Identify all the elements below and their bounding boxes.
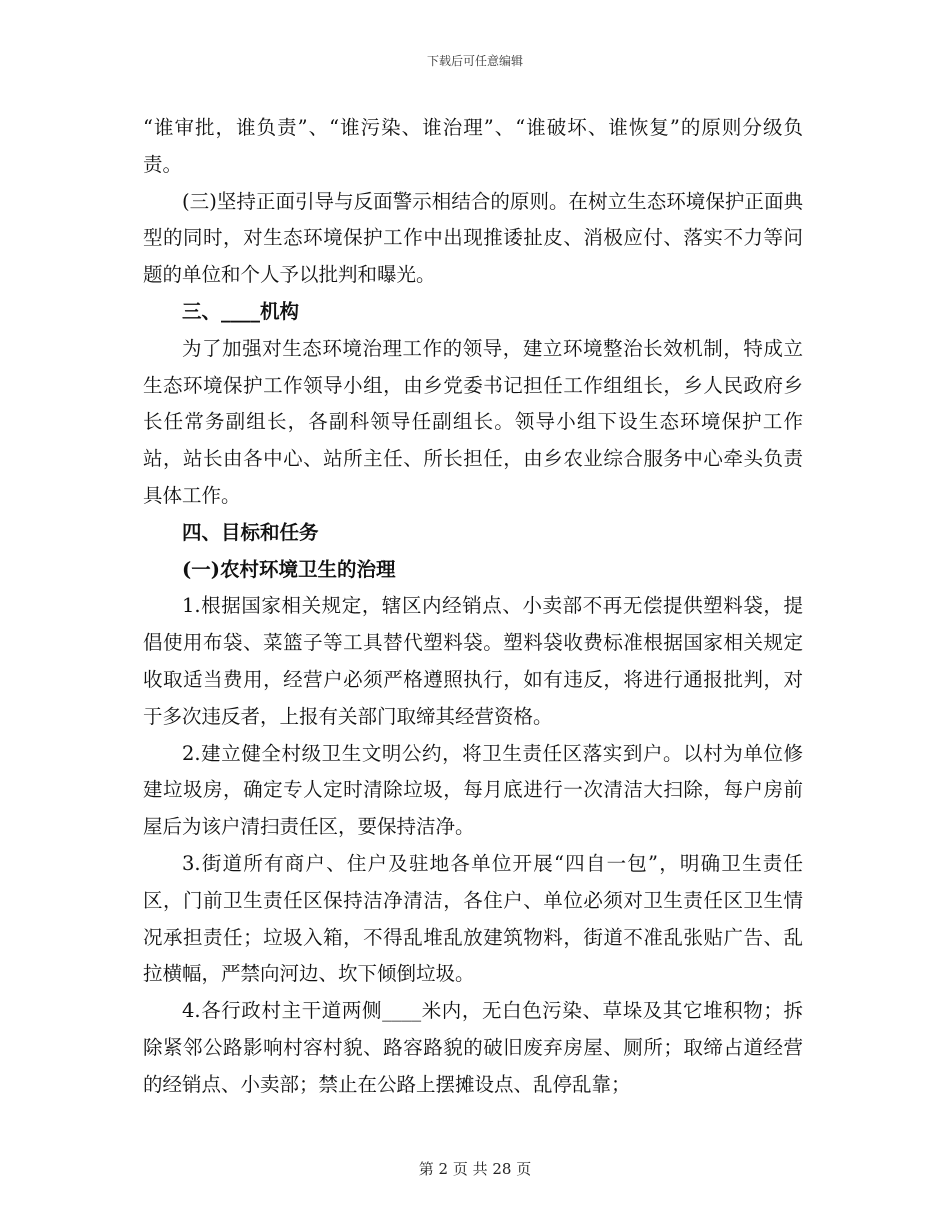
paragraph-item-2: 2.建立健全村级卫生文明公约，将卫生责任区落实到户。以村为单位修建垃圾房，确定专人定时清除垃圾，每月底进行一次清洁大扫除，每户房前屋后为该户清扫责任区，要保持洁净。 (143, 741, 803, 839)
paragraph-item-1: 1.根据国家相关规定，辖区内经销点、小卖部不再无偿提供塑料袋，提倡使用布袋、菜篮子等工具替代塑料袋。塑料袋收费标准根据国家相关规定收取适当费用，经营户必须严格遵照执行，如有违反，将进行通报批判，对于多次违反者，上报有关部门取缔其经营资格。 (143, 594, 803, 728)
paragraph-organization: 为了加强对生态环境治理工作的领导，建立环境整治长效机制，特成立生态环境保护工作领导小组，由乡党委书记担任工作组组长，乡人民政府乡长任常务副组长，各副科领导任副组长。领导小组下设生态环境保护工作站，站长由各中心、站所主任、所长担任，由乡农业综合服务中心牵头负责具体工作。 (143, 336, 803, 507)
page-header: 下载后可任意编辑 (426, 54, 523, 68)
paragraph-item-3: 3.街道所有商户、住户及驻地各单位开展“四自一包”，明确卫生责任区，门前卫生责任区保持洁净清洁，各住户、单位必须对卫生责任区卫生情况承担责任；垃圾入箱，不得乱堆乱放建筑物料，街道不准乱张贴广告、乱拉横幅，严禁向河边、坎下倾倒垃圾。 (143, 851, 803, 986)
paragraph-principle-guidance: (三)坚持正面引导与反面警示相结合的原则。在树立生态环境保护正面典型的同时，对生态环境保护工作中出现推诿扯皮、消极应付、落实不力等问题的单位和个人予以批判和曝光。 (143, 189, 803, 287)
section-heading-goals: 四、目标和任务 (182, 520, 319, 544)
paragraph-principle-responsibility: “谁审批，谁负责”、“谁污染、谁治理”、“谁破坏、谁恢复”的原则分级负责。 (143, 116, 803, 176)
document-body (143, 110, 803, 1104)
page-footer: 第 2 页 共 28 页 (418, 1160, 532, 1178)
section-heading-organization: 三、____机构 (182, 299, 300, 323)
subsection-heading-rural-sanitation: (一)农村环境卫生的治理 (182, 557, 396, 581)
paragraph-item-4: 4.各行政村主干道两侧____米内，无白色污染、草垛及其它堆积物；拆除紧邻公路影响村容村貌、路容路貌的破旧废弃房屋、厕所；取缔占道经营的经销点、小卖部；禁止在公路上摆摊设点、乱停乱靠； (143, 999, 803, 1096)
